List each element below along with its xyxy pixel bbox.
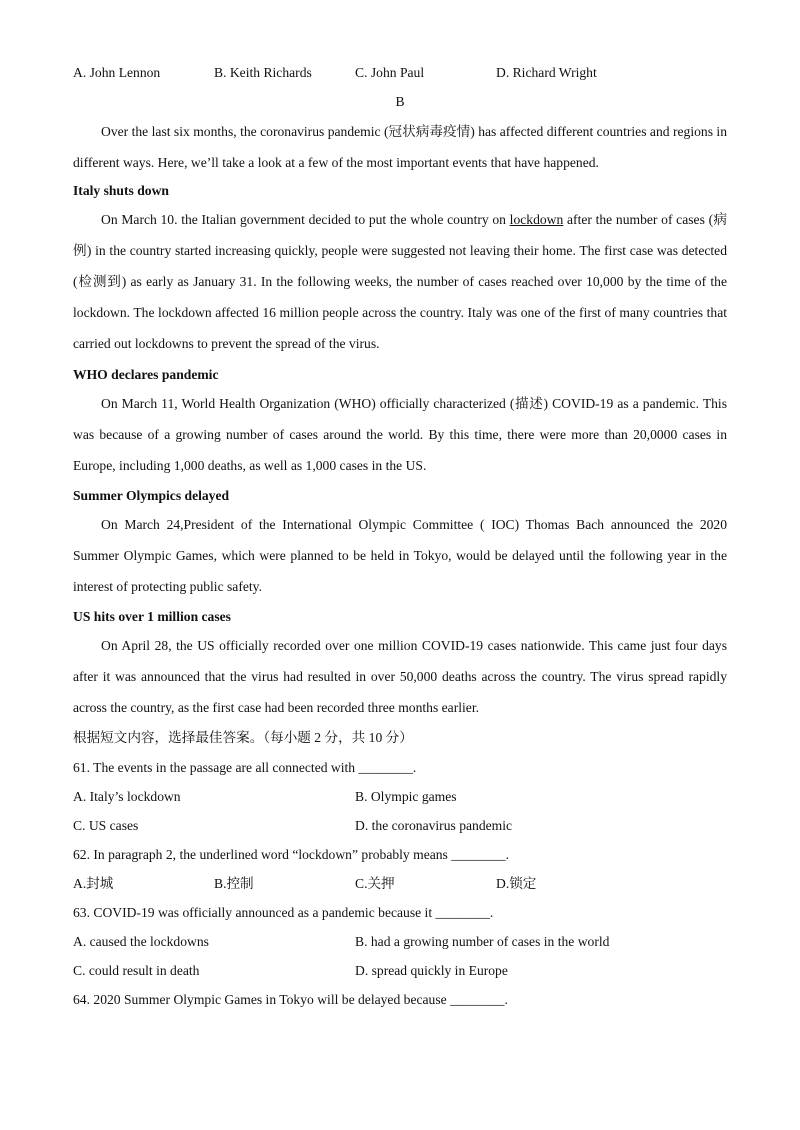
question-62-option-b: B.控制: [214, 876, 254, 891]
question-61-option-d: D. the coronavirus pandemic: [355, 818, 513, 833]
question-63-stem: 63. COVID-19 was officially announced as a pandemic because it ________.: [73, 905, 494, 920]
question-61-option-c: C. US cases: [73, 818, 139, 833]
section-body-italy: [73, 204, 727, 359]
question-61-option-a: A. Italy’s lockdown: [73, 789, 181, 804]
section-heading-olympics: Summer Olympics delayed: [73, 488, 230, 503]
italy-body-after: after the number of cases (病例) in the country started increasing quickly, people were suggested not leaving their home. The first case was detected (检测到) as early as January 31. In the following weeks, the number of cases reached over 10,000 by the time of the lockdown. The lockdown affected 16 million people across the country. Italy was one of the first of many countries that carried out lockdowns to prevent the spread of the virus.: [73, 212, 727, 351]
section-heading-us: US hits over 1 million cases: [73, 609, 231, 624]
question-62-stem: 62. In paragraph 2, the underlined word “lockdown” probably means ________.: [73, 847, 510, 862]
question-61-stem: 61. The events in the passage are all connected with ________.: [73, 760, 417, 775]
prev-option-a: A. John Lennon: [73, 65, 161, 80]
question-63-option-c: C. could result in death: [73, 963, 200, 978]
section-heading-italy: Italy shuts down: [73, 183, 169, 198]
question-63-option-a: A. caused the lockdowns: [73, 934, 209, 949]
instructions: 根据短文内容，选择最佳答案。（每小题 2 分，共 10 分）: [73, 730, 413, 745]
intro-paragraph: Over the last six months, the coronavirus pandemic (冠状病毒疫情) has affected different countries and regions in different ways. Here, we’ll take a look at a few of the most important events that have happened.: [73, 124, 727, 170]
question-61-option-b: B. Olympic games: [355, 789, 457, 804]
section-body-who: On March 11, World Health Organization (WHO) officially characterized (描述) COVID-19 as a pandemic. This was because of a growing number of cases around the world. By this time, there were more than 20,0000 cases in Europe, including 1,000 deaths, as well as 1,000 cases in the US.: [73, 396, 727, 473]
question-63-option-d: D. spread quickly in Europe: [355, 963, 508, 978]
question-62-option-c: C.关押: [355, 876, 395, 891]
question-62-option-a: A.封城: [73, 876, 114, 891]
prev-option-b: B. Keith Richards: [214, 65, 312, 80]
prev-option-c: C. John Paul: [355, 65, 425, 80]
underlined-word-lockdown: lockdown: [509, 212, 564, 227]
question-64-stem: 64. 2020 Summer Olympic Games in Tokyo will be delayed because ________.: [73, 992, 508, 1007]
prev-option-d: D. Richard Wright: [496, 65, 597, 80]
section-letter: B: [395, 94, 405, 109]
italy-body-before: On March 10. the Italian government decided to put the whole country on: [101, 212, 510, 227]
section-body-us: On April 28, the US officially recorded over one million COVID-19 cases nationwide. This came just four days after it was announced that the virus had resulted in over 50,000 deaths across the country. The virus spread rapidly across the country, as the first case had been recorded three months earlier.: [73, 638, 727, 715]
section-heading-who: WHO declares pandemic: [73, 367, 219, 382]
section-body-olympics: On March 24,President of the International Olympic Committee ( IOC) Thomas Bach announced the 2020 Summer Olympic Games, which were planned to be held in Tokyo, would be delayed until the following year in the interest of protecting public safety.: [73, 517, 727, 594]
question-62-option-d: D.锁定: [496, 876, 537, 891]
question-63-option-b: B. had a growing number of cases in the world: [355, 934, 610, 949]
